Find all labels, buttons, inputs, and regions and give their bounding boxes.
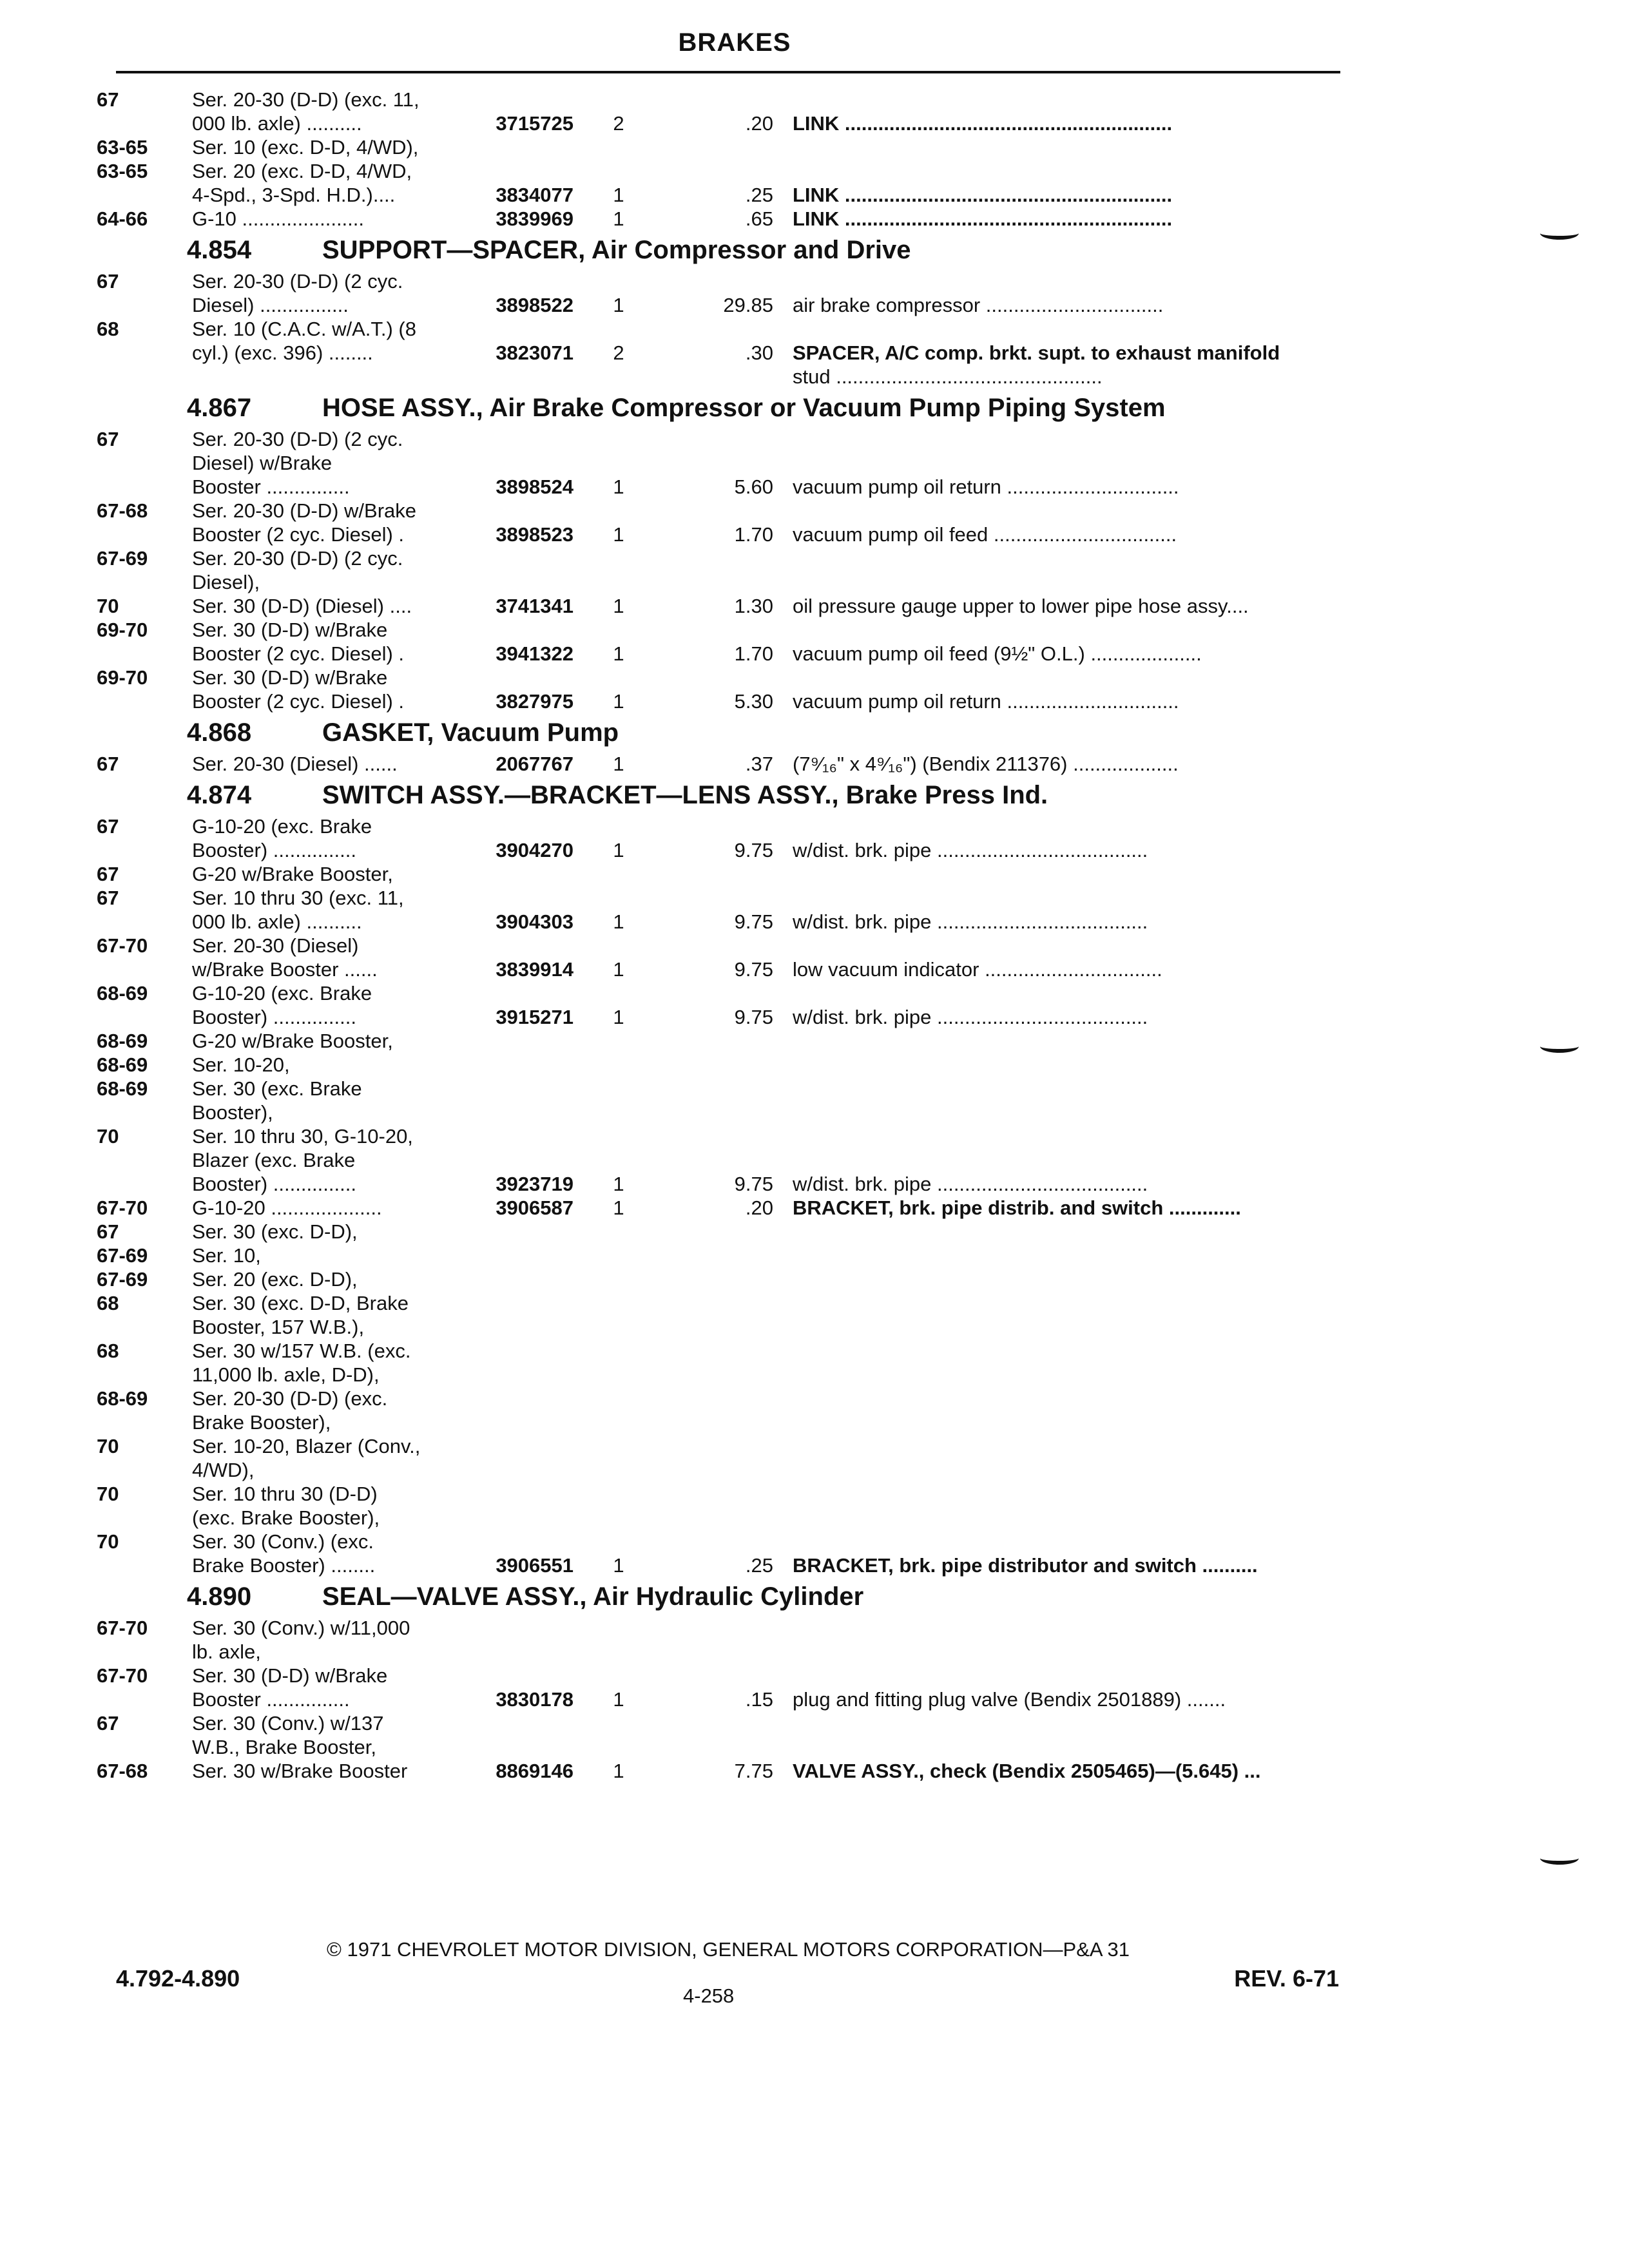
description-cell: vacuum pump oil feed (9½" O.L.) .................... (793, 642, 1202, 665)
year-cell: 68 (97, 318, 119, 340)
part-number-cell: 3834077 (470, 183, 574, 207)
application-cell: G-20 w/Brake Booster, (192, 863, 393, 885)
part-number-cell: 3741341 (470, 594, 574, 618)
application-cell: Ser. 10 thru 30 (D-D) (192, 1483, 378, 1505)
table-row (97, 499, 1353, 523)
table-row (97, 1315, 1353, 1339)
table-row (97, 365, 1353, 389)
application-cell: Ser. 30 (D-D) w/Brake (192, 1664, 388, 1687)
part-number-cell: 3898524 (470, 475, 574, 499)
table-row (97, 1759, 1353, 1783)
year-cell: 67 (97, 815, 119, 838)
part-number-cell: 3715725 (470, 111, 574, 135)
description-cell: VALVE ASSY., check (Bendix 2505465)—(5.645) ... (793, 1760, 1261, 1782)
table-row (97, 1148, 1353, 1172)
part-number-cell: 3906551 (470, 1553, 574, 1577)
part-number-cell: 3898523 (470, 523, 574, 546)
part-number-cell: 3823071 (470, 341, 574, 365)
part-number-cell: 3906587 (470, 1196, 574, 1220)
application-cell: Ser. 30 (Conv.) w/11,000 (192, 1617, 410, 1639)
table-row (97, 1687, 1353, 1711)
application-cell: Ser. 30 (exc. D-D, Brake (192, 1292, 409, 1314)
section-heading (97, 713, 1353, 752)
part-number-cell: 3830178 (470, 1687, 574, 1711)
application-cell: Booster (2 cyc. Diesel) . (192, 642, 405, 665)
description-cell: BRACKET, brk. pipe distributor and switch .......... (793, 1554, 1258, 1577)
table-row (97, 957, 1353, 981)
application-cell: Brake Booster) ........ (192, 1554, 376, 1577)
application-cell: Brake Booster), (192, 1411, 331, 1434)
application-cell: Booster) ............... (192, 1006, 356, 1028)
application-cell: Ser. 20-30 (D-D) (exc. 11, (192, 88, 419, 111)
application-cell: Ser. 10 thru 30, G-10-20, (192, 1125, 413, 1148)
table-row (97, 1100, 1353, 1124)
price-cell: .25 (745, 184, 773, 206)
year-cell: 67 (97, 887, 119, 909)
table-row (97, 269, 1353, 293)
application-cell: 000 lb. axle) .......... (192, 910, 362, 933)
application-cell: lb. axle, (192, 1640, 261, 1663)
quantity-cell: 1 (613, 753, 624, 775)
table-row (97, 1124, 1353, 1148)
margin-mark (1540, 1852, 1579, 1865)
price-cell: .20 (745, 1196, 773, 1219)
application-cell: Ser. 10 (exc. D-D, 4/WD), (192, 136, 419, 159)
description-cell: LINK ........................................................... (793, 207, 1173, 230)
table-row (97, 1363, 1353, 1387)
section-title: SWITCH ASSY.—BRACKET—LENS ASSY., Brake Press Ind. (322, 781, 1048, 809)
footer-revision: REV. 6-71 (1234, 1965, 1339, 1992)
table-row (97, 981, 1353, 1005)
year-cell: 67 (97, 88, 119, 111)
application-cell: Ser. 20 (exc. D-D, 4/WD, (192, 160, 412, 182)
application-cell: Ser. 20-30 (Diesel) (192, 934, 359, 957)
application-cell: Ser. 30 (exc. Brake (192, 1077, 362, 1100)
description-cell: air brake compressor ................................ (793, 294, 1164, 316)
quantity-cell: 1 (613, 690, 624, 713)
table-row (97, 1387, 1353, 1410)
description-cell: w/dist. brk. pipe ...................................... (793, 1173, 1148, 1195)
table-row (97, 1005, 1353, 1029)
table-row (97, 1640, 1353, 1664)
table-row (97, 317, 1353, 341)
description-cell: w/dist. brk. pipe ...................................... (793, 839, 1148, 861)
part-number-cell: 3904303 (470, 910, 574, 934)
year-cell: 67 (97, 753, 119, 775)
year-cell: 68 (97, 1292, 119, 1314)
year-cell: 67-69 (97, 1268, 148, 1291)
table-row (97, 642, 1353, 666)
year-cell: 68-69 (97, 1077, 148, 1100)
application-cell: Ser. 20-30 (D-D) (2 cyc. (192, 547, 403, 570)
table-row (97, 910, 1353, 934)
description-cell: BRACKET, brk. pipe distrib. and switch ............. (793, 1196, 1241, 1219)
application-cell: G-10 ...................... (192, 207, 365, 230)
table-row (97, 427, 1353, 451)
section-title: HOSE ASSY., Air Brake Compressor or Vacuum Pump Piping System (322, 394, 1166, 422)
margin-mark (1540, 227, 1579, 240)
part-number-cell: 3923719 (470, 1172, 574, 1196)
application-cell: Booster), (192, 1101, 273, 1124)
section-number: 4.867 (187, 394, 252, 422)
table-row (97, 546, 1353, 570)
application-cell: 11,000 lb. axle, D-D), (192, 1363, 380, 1386)
table-row (97, 1220, 1353, 1244)
quantity-cell: 1 (613, 523, 624, 546)
application-cell: Ser. 20-30 (D-D) w/Brake (192, 499, 416, 522)
application-cell: 4-Spd., 3-Spd. H.D.).... (192, 184, 396, 206)
quantity-cell: 1 (613, 294, 624, 316)
table-row (97, 159, 1353, 183)
year-cell: 67-70 (97, 1664, 148, 1687)
application-cell: Booster) ............... (192, 1173, 356, 1195)
table-row (97, 183, 1353, 207)
price-cell: 29.85 (723, 294, 773, 316)
description-cell: SPACER, A/C comp. brkt. supt. to exhaust manifold (793, 341, 1280, 364)
application-cell: G-20 w/Brake Booster, (192, 1030, 393, 1052)
quantity-cell: 1 (613, 476, 624, 498)
table-row (97, 570, 1353, 594)
table-row (97, 1244, 1353, 1267)
application-cell: G-10-20 (exc. Brake (192, 982, 372, 1004)
price-cell: .30 (745, 341, 773, 364)
price-cell: 9.75 (734, 1006, 773, 1028)
table-row (97, 1339, 1353, 1363)
part-number-cell: 3915271 (470, 1005, 574, 1029)
quantity-cell: 1 (613, 1688, 624, 1711)
top-rule (116, 71, 1340, 73)
description-cell: w/dist. brk. pipe ...................................... (793, 910, 1148, 933)
description-cell: oil pressure gauge upper to lower pipe hose assy.... (793, 595, 1249, 617)
quantity-cell: 1 (613, 839, 624, 861)
table-row (97, 934, 1353, 957)
description-cell: low vacuum indicator ................................ (793, 958, 1162, 981)
quantity-cell: 1 (613, 1006, 624, 1028)
parts-list (97, 88, 1353, 1783)
year-cell: 69-70 (97, 666, 148, 689)
year-cell: 67-70 (97, 1617, 148, 1639)
price-cell: .15 (745, 1688, 773, 1711)
year-cell: 67 (97, 270, 119, 293)
application-cell: Ser. 30 (D-D) (Diesel) .... (192, 595, 412, 617)
table-row (97, 293, 1353, 317)
quantity-cell: 2 (613, 341, 624, 364)
application-cell: Booster ............... (192, 476, 350, 498)
year-cell: 70 (97, 1530, 119, 1553)
footer-section-range: 4.792-4.890 (116, 1965, 240, 1992)
table-row (97, 451, 1353, 475)
application-cell: Ser. 30 w/157 W.B. (exc. (192, 1340, 411, 1362)
description-cell: vacuum pump oil return ............................... (793, 690, 1179, 713)
application-cell: Ser. 30 (D-D) w/Brake (192, 619, 388, 641)
application-cell: Ser. 30 (exc. D-D), (192, 1220, 358, 1243)
application-cell: Diesel) w/Brake (192, 452, 333, 474)
quantity-cell: 1 (613, 1196, 624, 1219)
part-number-cell: 2067767 (470, 752, 574, 776)
table-row (97, 1506, 1353, 1530)
quantity-cell: 1 (613, 1760, 624, 1782)
quantity-cell: 1 (613, 910, 624, 933)
price-cell: 1.30 (734, 595, 773, 617)
table-row (97, 135, 1353, 159)
section-number: 4.874 (187, 781, 252, 809)
description-cell: (7⁹⁄₁₆" x 4⁹⁄₁₆") (Bendix 211376) ................... (793, 753, 1179, 775)
application-cell: Booster ............... (192, 1688, 350, 1711)
year-cell: 70 (97, 1125, 119, 1148)
application-cell: Ser. 30 (Conv.) w/137 (192, 1712, 384, 1735)
application-cell: Ser. 30 (D-D) w/Brake (192, 666, 388, 689)
price-cell: 5.30 (734, 690, 773, 713)
section-title: GASKET, Vacuum Pump (322, 718, 619, 747)
margin-mark (1540, 1040, 1579, 1053)
table-row (97, 88, 1353, 111)
price-cell: 9.75 (734, 910, 773, 933)
application-cell: Ser. 10 (C.A.C. w/A.T.) (8 (192, 318, 416, 340)
quantity-cell: 2 (613, 112, 624, 135)
table-row (97, 1077, 1353, 1100)
year-cell: 68 (97, 1340, 119, 1362)
table-row (97, 886, 1353, 910)
table-row (97, 666, 1353, 689)
table-row (97, 1053, 1353, 1077)
table-row (97, 1458, 1353, 1482)
table-row (97, 523, 1353, 546)
year-cell: 63-65 (97, 160, 148, 182)
section-heading (97, 1577, 1353, 1616)
year-cell: 67-69 (97, 1244, 148, 1267)
application-cell: Booster (2 cyc. Diesel) . (192, 690, 405, 713)
section-title: SUPPORT—SPACER, Air Compressor and Drive (322, 236, 911, 264)
year-cell: 67 (97, 1712, 119, 1735)
price-cell: 9.75 (734, 839, 773, 861)
year-cell: 67-70 (97, 1196, 148, 1219)
year-cell: 67-69 (97, 547, 148, 570)
table-row (97, 1410, 1353, 1434)
table-row (97, 1711, 1353, 1735)
table-row (97, 1029, 1353, 1053)
quantity-cell: 1 (613, 958, 624, 981)
application-cell: Diesel) ................ (192, 294, 349, 316)
year-cell: 68-69 (97, 1030, 148, 1052)
year-cell: 70 (97, 1483, 119, 1505)
application-cell: w/Brake Booster ...... (192, 958, 378, 981)
application-cell: Ser. 10 thru 30 (exc. 11, (192, 887, 404, 909)
section-heading (97, 776, 1353, 814)
application-cell: Diesel), (192, 571, 260, 593)
table-row (97, 475, 1353, 499)
year-cell: 64-66 (97, 207, 148, 230)
table-row (97, 838, 1353, 862)
part-number-cell: 8869146 (470, 1759, 574, 1783)
year-cell: 67-68 (97, 1760, 148, 1782)
application-cell: Ser. 20 (exc. D-D), (192, 1268, 358, 1291)
application-cell: G-10-20 .................... (192, 1196, 382, 1219)
part-number-cell: 3839969 (470, 207, 574, 231)
application-cell: Blazer (exc. Brake (192, 1149, 356, 1171)
table-row (97, 111, 1353, 135)
section-heading (97, 231, 1353, 269)
price-cell: .37 (745, 753, 773, 775)
price-cell: 9.75 (734, 958, 773, 981)
table-row (97, 1735, 1353, 1759)
description-cell: LINK ........................................................... (793, 184, 1173, 206)
table-row (97, 862, 1353, 886)
application-cell: Ser. 30 w/Brake Booster (192, 1760, 408, 1782)
table-row (97, 1291, 1353, 1315)
table-row (97, 207, 1353, 231)
year-cell: 70 (97, 1435, 119, 1457)
description-cell: stud ................................................ (793, 365, 1103, 388)
year-cell: 67 (97, 1220, 119, 1243)
description-cell: vacuum pump oil feed ................................. (793, 523, 1177, 546)
table-row (97, 1172, 1353, 1196)
table-row (97, 689, 1353, 713)
table-row (97, 814, 1353, 838)
year-cell: 67-70 (97, 934, 148, 957)
application-cell: Ser. 10-20, Blazer (Conv., (192, 1435, 421, 1457)
quantity-cell: 1 (613, 642, 624, 665)
price-cell: .65 (745, 207, 773, 230)
footer-copyright: © 1971 CHEVROLET MOTOR DIVISION, GENERAL MOTORS CORPORATION—P&A 31 (327, 1938, 1130, 1961)
quantity-cell: 1 (613, 184, 624, 206)
footer-page-number: 4-258 (683, 1984, 735, 2007)
year-cell: 67 (97, 428, 119, 450)
section-number: 4.890 (187, 1582, 252, 1611)
section-number: 4.868 (187, 718, 252, 747)
quantity-cell: 1 (613, 1173, 624, 1195)
table-row (97, 1482, 1353, 1506)
part-number-cell: 3898522 (470, 293, 574, 317)
application-cell: G-10-20 (exc. Brake (192, 815, 372, 838)
application-cell: 4/WD), (192, 1459, 255, 1481)
quantity-cell: 1 (613, 1554, 624, 1577)
part-number-cell: 3904270 (470, 838, 574, 862)
table-row (97, 1196, 1353, 1220)
table-row (97, 752, 1353, 776)
application-cell: Ser. 20-30 (Diesel) ...... (192, 753, 398, 775)
price-cell: 7.75 (734, 1760, 773, 1782)
section-title: SEAL—VALVE ASSY., Air Hydraulic Cylinder (322, 1582, 864, 1611)
application-cell: Ser. 30 (Conv.) (exc. (192, 1530, 374, 1553)
application-cell: cyl.) (exc. 396) ........ (192, 341, 373, 364)
quantity-cell: 1 (613, 207, 624, 230)
year-cell: 70 (97, 595, 119, 617)
description-cell: vacuum pump oil return ............................... (793, 476, 1179, 498)
table-row (97, 341, 1353, 365)
year-cell: 63-65 (97, 136, 148, 159)
price-cell: 5.60 (734, 476, 773, 498)
price-cell: .20 (745, 112, 773, 135)
application-cell: Ser. 20-30 (D-D) (2 cyc. (192, 428, 403, 450)
part-number-cell: 3941322 (470, 642, 574, 666)
price-cell: 1.70 (734, 523, 773, 546)
table-row (97, 1616, 1353, 1640)
table-row (97, 1530, 1353, 1553)
application-cell: 000 lb. axle) .......... (192, 112, 362, 135)
price-cell: 9.75 (734, 1173, 773, 1195)
description-cell: LINK ........................................................... (793, 112, 1173, 135)
application-cell: Booster) ............... (192, 839, 356, 861)
application-cell: Ser. 20-30 (D-D) (exc. (192, 1387, 388, 1410)
application-cell: Ser. 20-30 (D-D) (2 cyc. (192, 270, 403, 293)
section-heading (97, 389, 1353, 427)
year-cell: 68-69 (97, 1053, 148, 1076)
part-number-cell: 3839914 (470, 957, 574, 981)
application-cell: Ser. 10-20, (192, 1053, 290, 1076)
page-title: BRAKES (678, 28, 791, 57)
table-row (97, 1553, 1353, 1577)
table-row (97, 618, 1353, 642)
table-row (97, 1434, 1353, 1458)
application-cell: Booster, 157 W.B.), (192, 1316, 365, 1338)
part-number-cell: 3827975 (470, 689, 574, 713)
application-cell: Booster (2 cyc. Diesel) . (192, 523, 405, 546)
quantity-cell: 1 (613, 595, 624, 617)
price-cell: 1.70 (734, 642, 773, 665)
table-row (97, 1267, 1353, 1291)
year-cell: 69-70 (97, 619, 148, 641)
year-cell: 68-69 (97, 982, 148, 1004)
table-row (97, 1664, 1353, 1687)
year-cell: 67 (97, 863, 119, 885)
year-cell: 67-68 (97, 499, 148, 522)
description-cell: w/dist. brk. pipe ...................................... (793, 1006, 1148, 1028)
application-cell: (exc. Brake Booster), (192, 1506, 380, 1529)
table-row (97, 594, 1353, 618)
year-cell: 68-69 (97, 1387, 148, 1410)
application-cell: Ser. 10, (192, 1244, 261, 1267)
description-cell: plug and fitting plug valve (Bendix 2501889) ....... (793, 1688, 1226, 1711)
price-cell: .25 (745, 1554, 773, 1577)
application-cell: W.B., Brake Booster, (192, 1736, 377, 1758)
section-number: 4.854 (187, 236, 252, 264)
